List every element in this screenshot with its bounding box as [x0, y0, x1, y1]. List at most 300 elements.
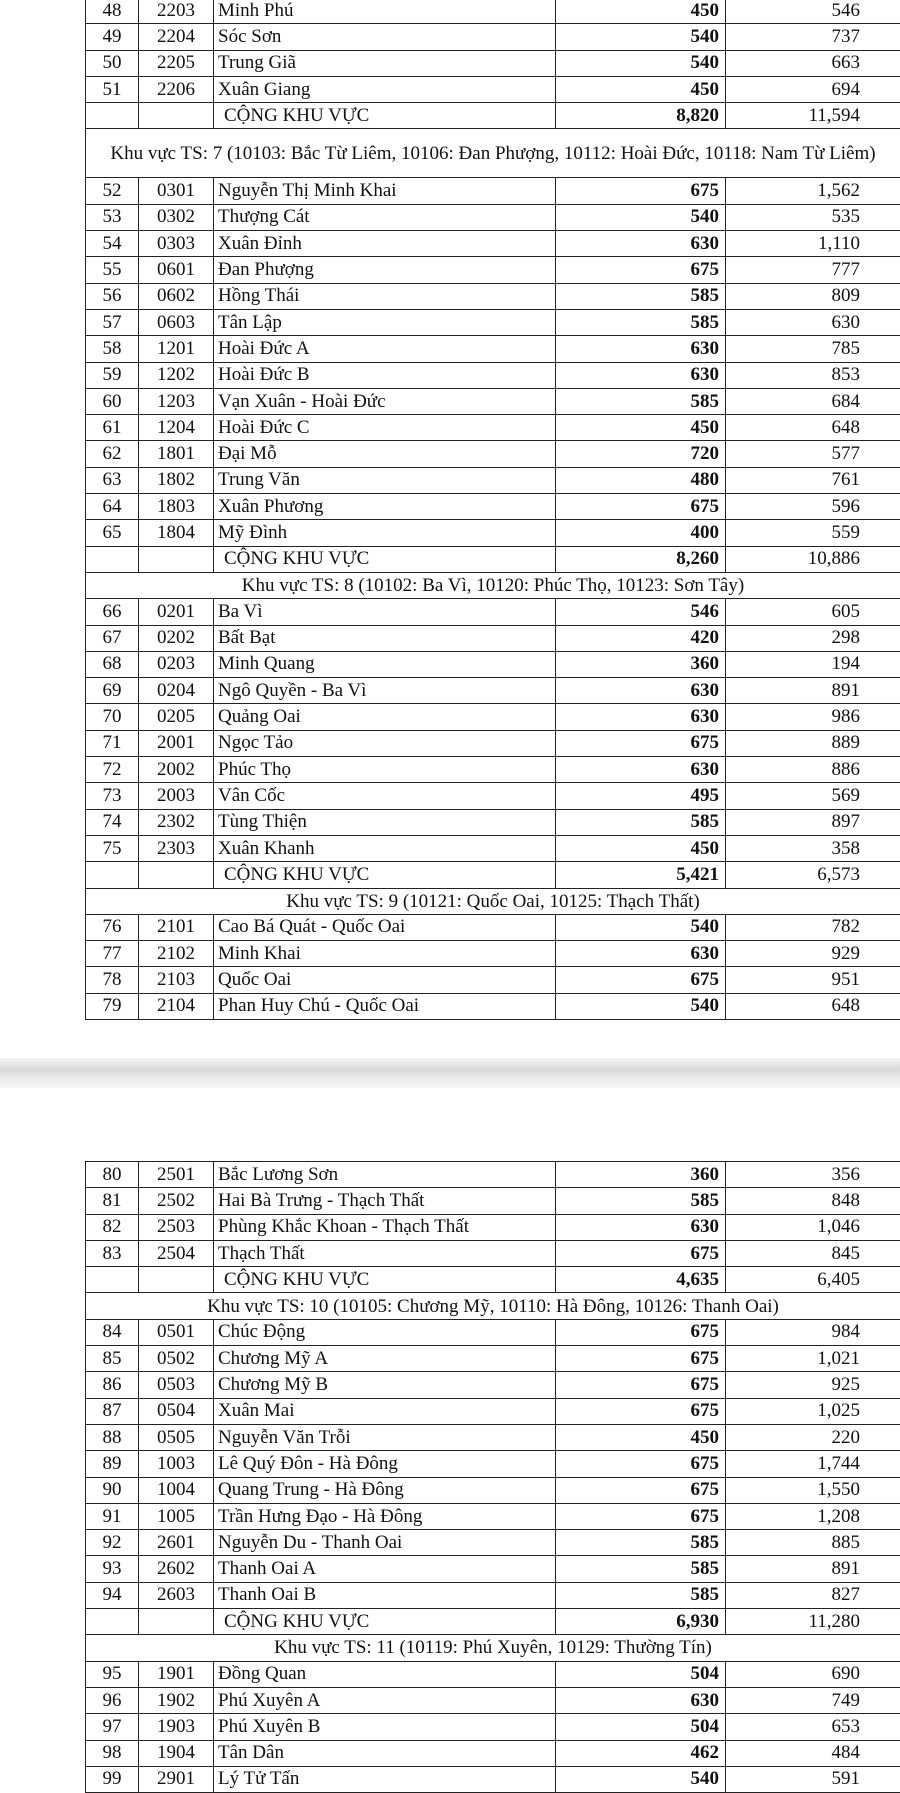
table-row: [86, 1687, 900, 1713]
area-heading: Khu vực TS: 10 (10105: Chương Mỹ, 10110: Hà Đông, 10126: Thanh Oai): [86, 1293, 900, 1319]
table-row: [86, 678, 900, 704]
school-name: Đại Mỗ: [214, 441, 556, 467]
row-number: 78: [86, 967, 139, 993]
school-name: Quốc Oai: [214, 967, 556, 993]
registered-value: 1,744: [726, 1451, 900, 1477]
row-number: 59: [86, 362, 139, 388]
table-row: [86, 783, 900, 809]
school-code: 0203: [139, 651, 214, 677]
registered-value: 885: [726, 1530, 900, 1556]
area-total-row: [86, 546, 900, 572]
school-quota-table-page-2: [85, 1161, 900, 1793]
registered-value: 845: [726, 1240, 900, 1266]
quota-value: 585: [556, 283, 726, 309]
total-registered: 11,280: [726, 1609, 900, 1635]
total-registered: 6,405: [726, 1267, 900, 1293]
registered-value: 897: [726, 809, 900, 835]
registered-value: 630: [726, 309, 900, 335]
school-name: Lê Quý Đôn - Hà Đông: [214, 1451, 556, 1477]
table-row: [86, 1766, 900, 1792]
school-code: 2501: [139, 1162, 214, 1188]
total-label: CỘNG KHU VỰC: [214, 862, 556, 888]
school-name: Xuân Đỉnh: [214, 231, 556, 257]
school-name: Mỹ Đình: [214, 520, 556, 546]
quota-value: 450: [556, 835, 726, 861]
registered-value: 358: [726, 835, 900, 861]
registered-value: 782: [726, 914, 900, 940]
registered-value: 986: [726, 704, 900, 730]
registered-value: 577: [726, 441, 900, 467]
row-number: 64: [86, 494, 139, 520]
registered-value: 886: [726, 757, 900, 783]
quota-value: 675: [556, 1451, 726, 1477]
school-code: 1902: [139, 1687, 214, 1713]
school-code: 2603: [139, 1582, 214, 1608]
school-code: 0301: [139, 178, 214, 204]
quota-value: 540: [556, 24, 726, 50]
row-number: 50: [86, 50, 139, 76]
area-heading: Khu vực TS: 11 (10119: Phú Xuyên, 10129: Thường Tín): [86, 1635, 900, 1661]
registered-value: 663: [726, 50, 900, 76]
row-number: 99: [86, 1766, 139, 1792]
school-name: Hồng Thái: [214, 283, 556, 309]
quota-value: 585: [556, 1530, 726, 1556]
school-code: 1802: [139, 467, 214, 493]
table-row: [86, 704, 900, 730]
school-name: Nguyễn Thị Minh Khai: [214, 178, 556, 204]
row-number: 56: [86, 283, 139, 309]
school-name: Trung Giã: [214, 50, 556, 76]
row-number: 93: [86, 1556, 139, 1582]
table-row: [86, 809, 900, 835]
registered-value: 535: [726, 204, 900, 230]
registered-value: 1,550: [726, 1477, 900, 1503]
school-name: Phú Xuyên A: [214, 1687, 556, 1713]
quota-value: 540: [556, 50, 726, 76]
quota-value: 585: [556, 388, 726, 414]
table-row: [86, 1319, 900, 1345]
school-code: 0202: [139, 625, 214, 651]
quota-value: 450: [556, 76, 726, 102]
total-quota: 4,635: [556, 1267, 726, 1293]
total-quota: 8,260: [556, 546, 726, 572]
total-registered: 11,594: [726, 103, 900, 129]
quota-value: 675: [556, 1398, 726, 1424]
table-row: [86, 231, 900, 257]
school-name: Nguyễn Văn Trỗi: [214, 1424, 556, 1450]
total-registered: 6,573: [726, 862, 900, 888]
row-number: 82: [86, 1214, 139, 1240]
row-number: 65: [86, 520, 139, 546]
table-row: [86, 1661, 900, 1687]
table-row: [86, 415, 900, 441]
row-number: 58: [86, 336, 139, 362]
table-row: [86, 625, 900, 651]
school-name: Phú Xuyên B: [214, 1714, 556, 1740]
school-code: 1201: [139, 336, 214, 362]
school-code: 2205: [139, 50, 214, 76]
table-row: [86, 599, 900, 625]
school-name: Chương Mỹ B: [214, 1372, 556, 1398]
quota-value: 675: [556, 1240, 726, 1266]
school-name: Phan Huy Chú - Quốc Oai: [214, 993, 556, 1019]
school-code: 0601: [139, 257, 214, 283]
school-code: 0201: [139, 599, 214, 625]
registered-value: 484: [726, 1740, 900, 1766]
school-code: 1904: [139, 1740, 214, 1766]
quota-value: 504: [556, 1714, 726, 1740]
row-number: 48: [86, 0, 139, 24]
table-row: [86, 1582, 900, 1608]
table-row: [86, 993, 900, 1019]
quota-value: 540: [556, 993, 726, 1019]
school-name: Xuân Khanh: [214, 835, 556, 861]
table-row: [86, 1162, 900, 1188]
school-code: 0303: [139, 231, 214, 257]
table-row: [86, 1398, 900, 1424]
row-number: 85: [86, 1346, 139, 1372]
school-name: Ngọc Tảo: [214, 730, 556, 756]
registered-value: 785: [726, 336, 900, 362]
registered-value: 1,046: [726, 1214, 900, 1240]
table-row: [86, 24, 900, 50]
row-number: 70: [86, 704, 139, 730]
quota-value: 630: [556, 1687, 726, 1713]
table-row: [86, 309, 900, 335]
school-code: 1204: [139, 415, 214, 441]
school-code: 2003: [139, 783, 214, 809]
quota-value: 540: [556, 914, 726, 940]
quota-value: 675: [556, 1477, 726, 1503]
table-row: [86, 336, 900, 362]
table-row: [86, 1740, 900, 1766]
school-name: Quang Trung - Hà Đông: [214, 1477, 556, 1503]
area-header-row: [86, 1635, 900, 1661]
school-name: Lý Tử Tấn: [214, 1766, 556, 1792]
school-code: 2204: [139, 24, 214, 50]
quota-value: 630: [556, 704, 726, 730]
row-number: 80: [86, 1162, 139, 1188]
table-row: [86, 1188, 900, 1214]
quota-value: 585: [556, 809, 726, 835]
quota-value: 450: [556, 1424, 726, 1450]
school-name: Trần Hưng Đạo - Hà Đông: [214, 1503, 556, 1529]
quota-value: 630: [556, 362, 726, 388]
quota-value: 630: [556, 678, 726, 704]
row-number: 62: [86, 441, 139, 467]
school-code: 2001: [139, 730, 214, 756]
row-number: 60: [86, 388, 139, 414]
table-row: [86, 941, 900, 967]
school-name: Xuân Mai: [214, 1398, 556, 1424]
table-row: [86, 835, 900, 861]
school-name: Ngô Quyền - Ba Vì: [214, 678, 556, 704]
quota-value: 585: [556, 309, 726, 335]
table-row: [86, 1372, 900, 1398]
area-heading: Khu vực TS: 9 (10121: Quốc Oai, 10125: Thạch Thất): [86, 888, 900, 914]
quota-value: 585: [556, 1582, 726, 1608]
row-number: 87: [86, 1398, 139, 1424]
school-name: Bất Bạt: [214, 625, 556, 651]
school-code: 2504: [139, 1240, 214, 1266]
table-row: [86, 730, 900, 756]
quota-value: 630: [556, 941, 726, 967]
total-label: CỘNG KHU VỰC: [214, 1267, 556, 1293]
row-number: 72: [86, 757, 139, 783]
row-number: 53: [86, 204, 139, 230]
school-name: Hai Bà Trưng - Thạch Thất: [214, 1188, 556, 1214]
quota-value: 462: [556, 1740, 726, 1766]
total-registered: 10,886: [726, 546, 900, 572]
area-total-row: [86, 1609, 900, 1635]
registered-value: 891: [726, 678, 900, 704]
registered-value: 1,021: [726, 1346, 900, 1372]
registered-value: 1,025: [726, 1398, 900, 1424]
school-name: Thạch Thất: [214, 1240, 556, 1266]
total-label: CỘNG KHU VỰC: [214, 1609, 556, 1635]
school-code: 1202: [139, 362, 214, 388]
school-code: 1004: [139, 1477, 214, 1503]
quota-value: 675: [556, 967, 726, 993]
quota-value: 585: [556, 1556, 726, 1582]
school-name: Cao Bá Quát - Quốc Oai: [214, 914, 556, 940]
row-number: 77: [86, 941, 139, 967]
school-name: Phúc Thọ: [214, 757, 556, 783]
total-quota: 5,421: [556, 862, 726, 888]
row-number: 74: [86, 809, 139, 835]
school-code: 2601: [139, 1530, 214, 1556]
registered-value: 891: [726, 1556, 900, 1582]
table-row: [86, 204, 900, 230]
school-quota-table-page-1: [85, 0, 900, 1020]
registered-value: 220: [726, 1424, 900, 1450]
school-code: 2002: [139, 757, 214, 783]
row-number: 95: [86, 1661, 139, 1687]
table-row: [86, 1477, 900, 1503]
row-number: 81: [86, 1188, 139, 1214]
quota-value: 540: [556, 204, 726, 230]
registered-value: 777: [726, 257, 900, 283]
area-header-row: [86, 888, 900, 914]
school-code: 1005: [139, 1503, 214, 1529]
school-code: 0603: [139, 309, 214, 335]
document-page-2: [0, 1088, 900, 1776]
quota-value: 495: [556, 783, 726, 809]
row-number: 86: [86, 1372, 139, 1398]
row-number: 68: [86, 651, 139, 677]
school-code: 2103: [139, 967, 214, 993]
school-name: Hoài Đức C: [214, 415, 556, 441]
quota-value: 675: [556, 1346, 726, 1372]
quota-value: 450: [556, 0, 726, 24]
table-row: [86, 1556, 900, 1582]
quota-value: 480: [556, 467, 726, 493]
row-number: 49: [86, 24, 139, 50]
row-number: 54: [86, 231, 139, 257]
school-name: Nguyễn Du - Thanh Oai: [214, 1530, 556, 1556]
school-name: Hoài Đức B: [214, 362, 556, 388]
school-code: 2206: [139, 76, 214, 102]
registered-value: 648: [726, 415, 900, 441]
table-row: [86, 388, 900, 414]
registered-value: 848: [726, 1188, 900, 1214]
school-name: Phùng Khắc Khoan - Thạch Thất: [214, 1214, 556, 1240]
school-name: Quảng Oai: [214, 704, 556, 730]
table-row: [86, 1240, 900, 1266]
school-code: 0501: [139, 1319, 214, 1345]
school-name: Đồng Quan: [214, 1661, 556, 1687]
row-number: 94: [86, 1582, 139, 1608]
table-row: [86, 467, 900, 493]
table-row: [86, 76, 900, 102]
school-code: 0503: [139, 1372, 214, 1398]
school-name: Đan Phượng: [214, 257, 556, 283]
row-number: 83: [86, 1240, 139, 1266]
row-number: 76: [86, 914, 139, 940]
row-number: 84: [86, 1319, 139, 1345]
total-quota: 6,930: [556, 1609, 726, 1635]
school-code: 2101: [139, 914, 214, 940]
row-number: 63: [86, 467, 139, 493]
school-code: 2104: [139, 993, 214, 1019]
row-number: 97: [86, 1714, 139, 1740]
registered-value: 951: [726, 967, 900, 993]
row-number: 52: [86, 178, 139, 204]
registered-value: 1,208: [726, 1503, 900, 1529]
table-row: [86, 651, 900, 677]
row-number: 90: [86, 1477, 139, 1503]
school-code: 1801: [139, 441, 214, 467]
quota-value: 360: [556, 1162, 726, 1188]
row-number: 96: [86, 1687, 139, 1713]
registered-value: 984: [726, 1319, 900, 1345]
table-row: [86, 1346, 900, 1372]
school-name: Minh Phú: [214, 0, 556, 24]
school-code: 2602: [139, 1556, 214, 1582]
area-total-row: [86, 1267, 900, 1293]
quota-value: 504: [556, 1661, 726, 1687]
registered-value: 1,110: [726, 231, 900, 257]
table-row: [86, 494, 900, 520]
school-code: 2102: [139, 941, 214, 967]
quota-value: 540: [556, 1766, 726, 1792]
quota-value: 630: [556, 1214, 726, 1240]
registered-value: 194: [726, 651, 900, 677]
school-code: 1803: [139, 494, 214, 520]
registered-value: 737: [726, 24, 900, 50]
row-number: 75: [86, 835, 139, 861]
registered-value: 684: [726, 388, 900, 414]
registered-value: 591: [726, 1766, 900, 1792]
quota-value: 585: [556, 1188, 726, 1214]
table-row: [86, 283, 900, 309]
registered-value: 569: [726, 783, 900, 809]
registered-value: 596: [726, 494, 900, 520]
row-number: 89: [86, 1451, 139, 1477]
school-code: 0505: [139, 1424, 214, 1450]
table-row: [86, 1503, 900, 1529]
row-number: 98: [86, 1740, 139, 1766]
school-code: 1804: [139, 520, 214, 546]
area-header-row: [86, 1293, 900, 1319]
school-code: 0205: [139, 704, 214, 730]
area-header-row: [86, 129, 900, 178]
row-number: 71: [86, 730, 139, 756]
school-name: Thượng Cát: [214, 204, 556, 230]
school-name: Tân Dân: [214, 1740, 556, 1766]
registered-value: 809: [726, 283, 900, 309]
registered-value: 761: [726, 467, 900, 493]
page-break-divider: [0, 1058, 900, 1088]
area-header-row: [86, 572, 900, 598]
total-quota: 8,820: [556, 103, 726, 129]
total-label: CỘNG KHU VỰC: [214, 103, 556, 129]
quota-value: 675: [556, 1319, 726, 1345]
school-name: Xuân Phương: [214, 494, 556, 520]
school-code: 1903: [139, 1714, 214, 1740]
quota-value: 630: [556, 757, 726, 783]
area-heading: Khu vực TS: 8 (10102: Ba Vì, 10120: Phúc Thọ, 10123: Sơn Tây): [86, 572, 900, 598]
row-number: 73: [86, 783, 139, 809]
table-row: [86, 757, 900, 783]
school-name: Thanh Oai B: [214, 1582, 556, 1608]
school-name: Tân Lập: [214, 309, 556, 335]
registered-value: 853: [726, 362, 900, 388]
table-row: [86, 1424, 900, 1450]
school-name: Minh Khai: [214, 941, 556, 967]
school-code: 0204: [139, 678, 214, 704]
area-total-row: [86, 862, 900, 888]
school-code: 1003: [139, 1451, 214, 1477]
quota-value: 675: [556, 730, 726, 756]
table-row: [86, 257, 900, 283]
school-name: Minh Quang: [214, 651, 556, 677]
school-name: Vân Cốc: [214, 783, 556, 809]
table-row: [86, 1714, 900, 1740]
area-total-row: [86, 103, 900, 129]
school-code: 2503: [139, 1214, 214, 1240]
school-code: 0502: [139, 1346, 214, 1372]
registered-value: 559: [726, 520, 900, 546]
quota-value: 720: [556, 441, 726, 467]
table-row: [86, 914, 900, 940]
table-row: [86, 520, 900, 546]
quota-value: 546: [556, 599, 726, 625]
school-name: Vạn Xuân - Hoài Đức: [214, 388, 556, 414]
row-number: 69: [86, 678, 139, 704]
school-code: 2303: [139, 835, 214, 861]
registered-value: 1,562: [726, 178, 900, 204]
table-row: [86, 967, 900, 993]
registered-value: 694: [726, 76, 900, 102]
area-heading: Khu vực TS: 7 (10103: Bắc Từ Liêm, 10106: Đan Phượng, 10112: Hoài Đức, 10118: Nam Từ Liêm): [86, 129, 900, 178]
school-name: Hoài Đức A: [214, 336, 556, 362]
school-code: 0602: [139, 283, 214, 309]
school-code: 2502: [139, 1188, 214, 1214]
row-number: 67: [86, 625, 139, 651]
registered-value: 889: [726, 730, 900, 756]
table-row: [86, 178, 900, 204]
school-name: Bắc Lương Sơn: [214, 1162, 556, 1188]
school-code: 0302: [139, 204, 214, 230]
quota-value: 630: [556, 336, 726, 362]
school-name: Chúc Động: [214, 1319, 556, 1345]
registered-value: 929: [726, 941, 900, 967]
quota-value: 400: [556, 520, 726, 546]
school-code: 2302: [139, 809, 214, 835]
school-code: 0504: [139, 1398, 214, 1424]
row-number: 79: [86, 993, 139, 1019]
